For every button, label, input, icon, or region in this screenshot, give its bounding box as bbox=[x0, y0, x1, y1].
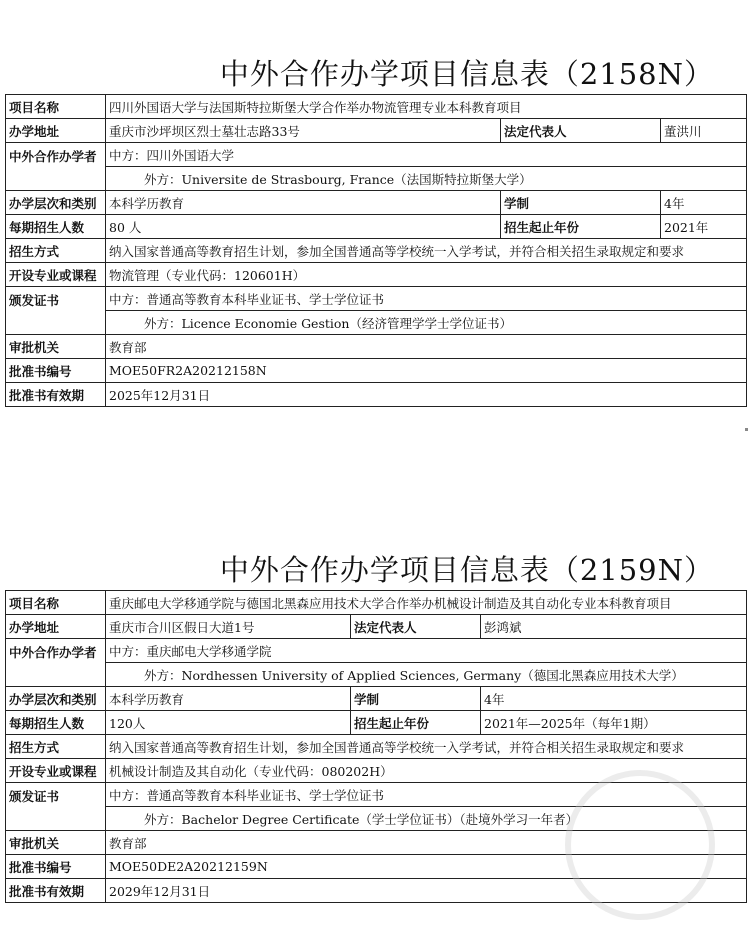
level-value: 本科学历教育 bbox=[106, 687, 351, 711]
table-row bbox=[6, 711, 747, 735]
validity-label: 批准书有效期 bbox=[6, 879, 106, 903]
table-row bbox=[6, 359, 747, 383]
table-row bbox=[6, 287, 747, 311]
enrollment-label: 每期招生人数 bbox=[6, 215, 106, 239]
doc1-title: 中外合作办学项目信息表（2158N） bbox=[219, 57, 714, 91]
authority-value: 教育部 bbox=[106, 831, 747, 855]
partner-cn: 中方：重庆邮电大学移通学院 bbox=[106, 639, 747, 663]
method-value: 纳入国家普通高等教育招生计划，参加全国普通高等学校统一入学考试，并符合相关招生录取规定和要求 bbox=[106, 735, 747, 759]
years-label: 招生起止年份 bbox=[501, 215, 661, 239]
project-name-label: 项目名称 bbox=[6, 591, 106, 615]
table-row bbox=[6, 215, 747, 239]
validity-value: 2029年12月31日 bbox=[106, 879, 747, 903]
table-row bbox=[6, 591, 747, 615]
table-row bbox=[6, 615, 747, 639]
cert-label: 颁发证书 bbox=[6, 287, 106, 335]
cert-foreign: 外方：Licence Economie Gestion（经济管理学学士学位证书） bbox=[106, 311, 747, 335]
table-row bbox=[6, 167, 747, 191]
table-row bbox=[6, 119, 747, 143]
duration-label: 学制 bbox=[351, 687, 481, 711]
legal-rep-value: 彭鸿斌 bbox=[481, 615, 747, 639]
years-value: 2021年—2025年（每年1期） bbox=[481, 711, 747, 735]
partners-label: 中外合作办学者 bbox=[6, 639, 106, 687]
legal-rep-label: 法定代表人 bbox=[501, 119, 661, 143]
address-label: 办学地址 bbox=[6, 119, 106, 143]
approval-no-value: MOE50DE2A20212159N bbox=[106, 855, 747, 879]
years-value: 2021年 bbox=[661, 215, 747, 239]
duration-value: 4年 bbox=[481, 687, 747, 711]
table-row bbox=[6, 735, 747, 759]
legal-rep-label: 法定代表人 bbox=[351, 615, 481, 639]
partner-cn: 中方：四川外国语大学 bbox=[106, 143, 747, 167]
table-row bbox=[6, 191, 747, 215]
cert-label: 颁发证书 bbox=[6, 783, 106, 831]
table-row bbox=[6, 663, 747, 687]
address-label: 办学地址 bbox=[6, 615, 106, 639]
level-value: 本科学历教育 bbox=[106, 191, 501, 215]
method-value: 纳入国家普通高等教育招生计划，参加全国普通高等学校统一入学考试，并符合相关招生录取规定和要求 bbox=[106, 239, 747, 263]
table-row bbox=[6, 239, 747, 263]
doc2-title: 中外合作办学项目信息表（2159N） bbox=[219, 553, 714, 587]
major-label: 开设专业或课程 bbox=[6, 263, 106, 287]
legal-rep-value: 董洪川 bbox=[661, 119, 747, 143]
authority-label: 审批机关 bbox=[6, 831, 106, 855]
project-name-label: 项目名称 bbox=[6, 95, 106, 119]
method-label: 招生方式 bbox=[6, 239, 106, 263]
enrollment-value: 120人 bbox=[106, 711, 351, 735]
validity-label: 批准书有效期 bbox=[6, 383, 106, 407]
table-row bbox=[6, 95, 747, 119]
enrollment-label: 每期招生人数 bbox=[6, 711, 106, 735]
major-label: 开设专业或课程 bbox=[6, 759, 106, 783]
cert-cn: 中方：普通高等教育本科毕业证书、学士学位证书 bbox=[106, 287, 747, 311]
level-label: 办学层次和类别 bbox=[6, 191, 106, 215]
authority-value: 教育部 bbox=[106, 335, 747, 359]
partner-foreign: 外方：Nordhessen University of Applied Sciences, Germany（德国北黑森应用技术大学） bbox=[106, 663, 747, 687]
approval-no-label: 批准书编号 bbox=[6, 359, 106, 383]
table-row bbox=[6, 335, 747, 359]
enrollment-value: 80 人 bbox=[106, 215, 501, 239]
table-row bbox=[6, 687, 747, 711]
table-row bbox=[6, 639, 747, 663]
project-name-value: 重庆邮电大学移通学院与德国北黑森应用技术大学合作举办机械设计制造及其自动化专业本科教育项目 bbox=[106, 591, 747, 615]
partners-label: 中外合作办学者 bbox=[6, 143, 106, 191]
table-row bbox=[6, 311, 747, 335]
major-value: 物流管理（专业代码：120601H） bbox=[106, 263, 747, 287]
watermark-seal bbox=[565, 770, 715, 920]
address-value: 重庆市合川区假日大道1号 bbox=[106, 615, 351, 639]
major-value: 机械设计制造及其自动化（专业代码：080202H） bbox=[106, 759, 747, 783]
edge-mark bbox=[745, 428, 748, 431]
approval-no-label: 批准书编号 bbox=[6, 855, 106, 879]
years-label: 招生起止年份 bbox=[351, 711, 481, 735]
duration-label: 学制 bbox=[501, 191, 661, 215]
table-row bbox=[6, 383, 747, 407]
cert-foreign: 外方：Bachelor Degree Certificate（学士学位证书）（赴境外学习一年者） bbox=[106, 807, 747, 831]
table-row bbox=[6, 143, 747, 167]
duration-value: 4年 bbox=[661, 191, 747, 215]
partner-foreign: 外方：Universite de Strasbourg, France（法国斯特拉斯堡大学） bbox=[106, 167, 747, 191]
address-value: 重庆市沙坪坝区烈士墓壮志路33号 bbox=[106, 119, 501, 143]
cert-cn: 中方：普通高等教育本科毕业证书、学士学位证书 bbox=[106, 783, 747, 807]
level-label: 办学层次和类别 bbox=[6, 687, 106, 711]
project-name-value: 四川外国语大学与法国斯特拉斯堡大学合作举办物流管理专业本科教育项目 bbox=[106, 95, 747, 119]
doc1-info-table bbox=[5, 94, 747, 407]
table-row bbox=[6, 263, 747, 287]
validity-value: 2025年12月31日 bbox=[106, 383, 747, 407]
approval-no-value: MOE50FR2A20212158N bbox=[106, 359, 747, 383]
method-label: 招生方式 bbox=[6, 735, 106, 759]
authority-label: 审批机关 bbox=[6, 335, 106, 359]
